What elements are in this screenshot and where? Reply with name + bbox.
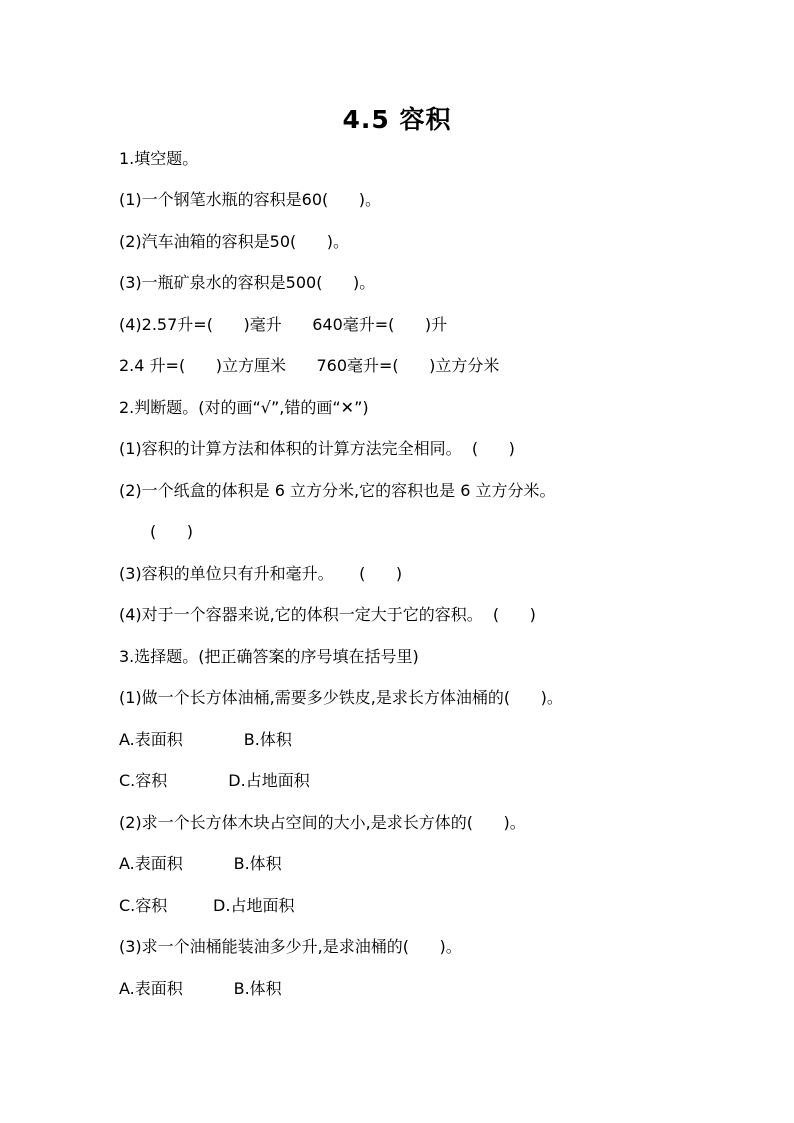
question-2-2-answer-bracket: ( ) <box>150 522 193 541</box>
page-title: 4.5 容积 <box>342 105 452 134</box>
question-3-1-options-ab: A.表面积 B.体积 <box>119 730 292 749</box>
section-3-heading: 3.选择题。(把正确答案的序号填在括号里) <box>119 647 419 666</box>
question-2-4: (4)对于一个容器来说,它的体积一定大于它的容积。 ( ) <box>119 605 536 624</box>
question-2-3: (3)容积的单位只有升和毫升。 ( ) <box>119 564 403 583</box>
question-2-2: (2)一个纸盒的体积是 6 立方分米,它的容积也是 6 立方分米。 <box>119 481 556 500</box>
question-3-3-options-ab: A.表面积 B.体积 <box>119 979 282 998</box>
section-1-heading: 1.填空题。 <box>119 149 199 168</box>
question-3-2: (2)求一个长方体木块占空间的大小,是求长方体的( )。 <box>119 813 526 832</box>
question-3-3: (3)求一个油桶能装油多少升,是求油桶的( )。 <box>119 937 462 956</box>
question-2-1: (1)容积的计算方法和体积的计算方法完全相同。 ( ) <box>119 439 515 458</box>
question-1-3: (3)一瓶矿泉水的容积是500( )。 <box>119 273 376 292</box>
section-2-heading: 2.判断题。(对的画“√”,错的画“✕”) <box>119 398 369 417</box>
question-1-5: 2.4 升=( )立方厘米 760毫升=( )立方分米 <box>119 356 500 375</box>
question-3-2-options-ab: A.表面积 B.体积 <box>119 854 282 873</box>
question-3-1-options-cd: C.容积 D.占地面积 <box>119 771 310 790</box>
question-1-4: (4)2.57升=( )毫升 640毫升=( )升 <box>119 315 448 334</box>
question-1-2: (2)汽车油箱的容积是50( )。 <box>119 232 350 251</box>
question-1-1: (1)一个钢笔水瓶的容积是60( )。 <box>119 190 382 209</box>
question-3-1: (1)做一个长方体油桶,需要多少铁皮,是求长方体油桶的( )。 <box>119 688 563 707</box>
question-3-2-options-cd: C.容积 D.占地面积 <box>119 896 295 915</box>
